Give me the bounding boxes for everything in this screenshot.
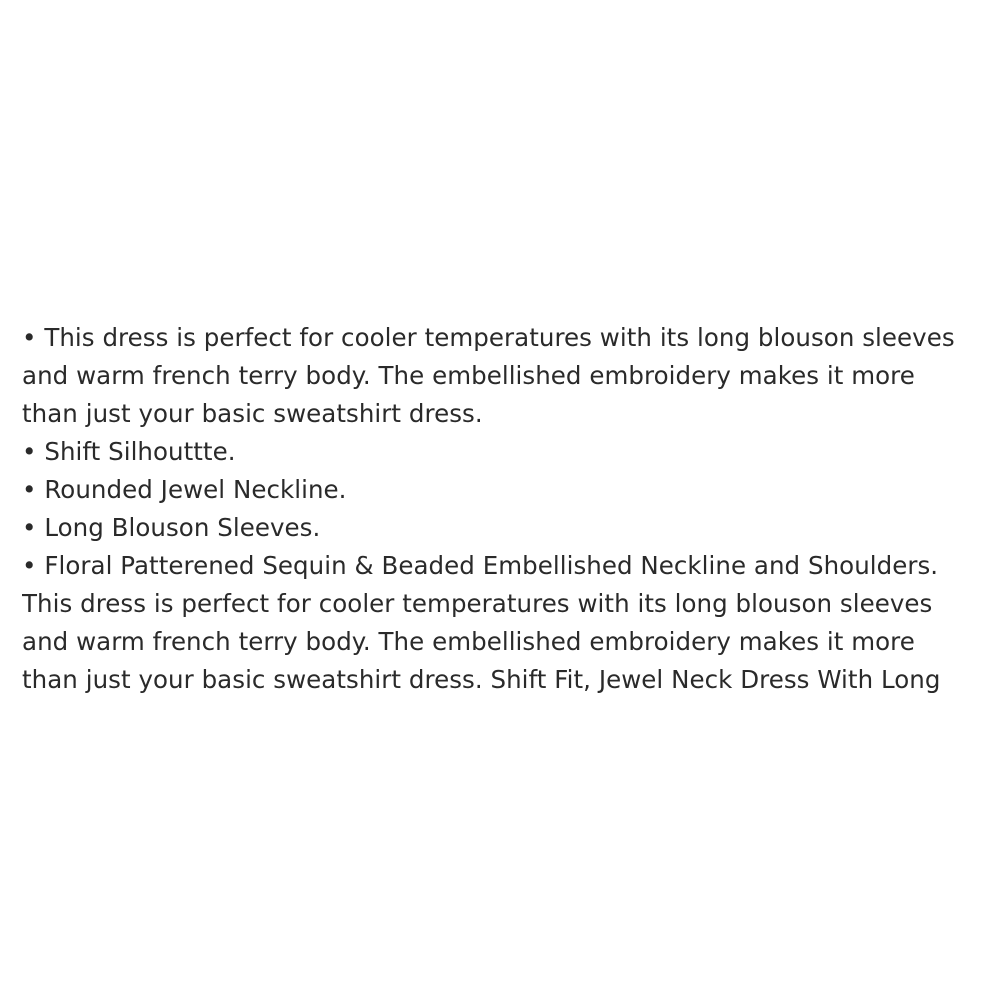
bullet-neckline: • Rounded Jewel Neckline. [22,475,347,504]
bullet-embellishment: • Floral Patterened Sequin & Beaded Embellished Neckline and Shoulders. [22,551,939,580]
bullet-silhouette: • Shift Silhouttte. [22,437,236,466]
description-line: and warm french terry body. The embellished embroidery makes it more [22,627,915,656]
description-line: than just your basic sweatshirt dress. [22,399,483,428]
description-line: This dress is perfect for cooler temperatures with its long blouson sleeves [22,589,933,618]
bullet-sleeves: • Long Blouson Sleeves. [22,513,321,542]
description-line: than just your basic sweatshirt dress. Shift Fit, Jewel Neck Dress With Long [22,665,941,694]
description-line: • This dress is perfect for cooler temperatures with its long blouson sleeves [22,323,955,352]
description-line: and warm french terry body. The embellished embroidery makes it more [22,361,915,390]
product-description [22,319,998,699]
